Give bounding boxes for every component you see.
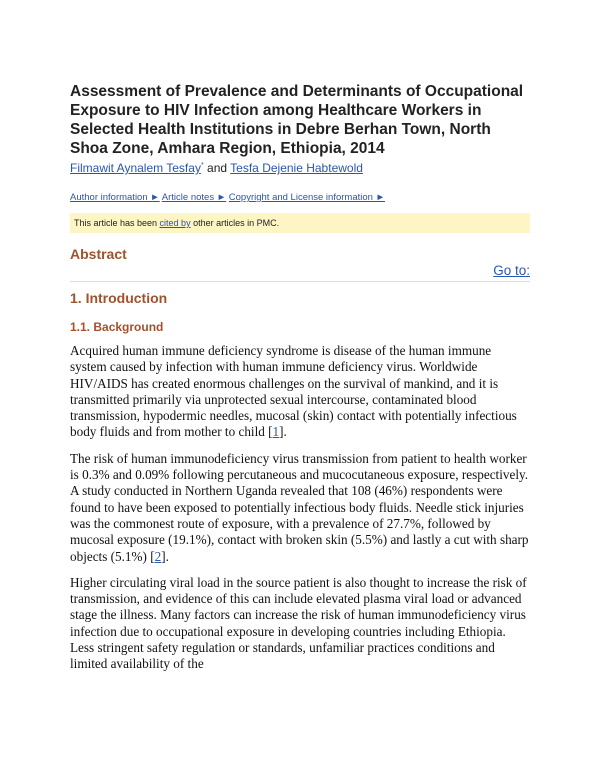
cited-by-notice [70,213,530,233]
paragraph-2-text: The risk of human immunodeficiency virus transmission from patient to health worker is 0.3% and 0.09% following percutaneous and mucocutaneous exposure, respectively. A study conducted in Northern Uganda revealed that 108 (46%) respondents were found to have been exposed to potentially infectious body fluids. Needle stick injuries was the commonest route of exposure, with a prevalence of 27.7%, followed by mucosal exposure (19.1%), contact with broken skin (5.5%) and lastly a cut with sharp objects (5.1%) [ [70,450,529,564]
goto-row [70,263,530,278]
author-link-habtewold[interactable]: Tesfa Dejenie Habtewold [230,161,363,175]
author-link-tesfay[interactable]: Filmawit Aynalem Tesfay [70,161,201,175]
abstract-heading: Abstract [70,246,127,262]
corresponding-author-mark[interactable]: * [200,162,204,169]
article-content [70,82,530,673]
author-list [70,161,530,175]
author-information-link[interactable]: Author information ► [70,192,160,203]
copyright-license-link[interactable]: Copyright and License information ► [228,192,385,203]
paragraph-2-end: ]. [161,548,169,564]
goto-link[interactable]: Go to: [493,263,530,278]
article-title: Assessment of Prevalence and Determinants of Occupational Exposure to HIV Infection among Healthcare Workers in Selected Health Institutions in Debre Berhan Town, North Shoa Zone, Amhara Region, Ethiopia, 2014 [70,83,524,157]
paragraph-1-text: Acquired human immune deficiency syndrome is disease of the human immune system caused by infection with human immune deficiency virus. Worldwide HIV/AIDS has created enormous challenges on the survival of mankind, and it is transmitted primarily via unprotected sexual intercourse, contaminated blood transmission, hypodermic needles, mucosal (skin) contact with potentially infectious body fluids and from mother to child [ [70,343,517,440]
paragraph-3 [70,575,530,673]
background-heading: 1.1. Background [70,320,164,334]
section-divider [70,281,530,282]
reference-link-1[interactable]: 1 [272,424,280,440]
paragraph-2 [70,451,530,565]
article-info-links [70,192,530,203]
paragraph-1 [70,343,530,441]
introduction-heading: 1. Introduction [70,290,168,306]
reference-link-2[interactable]: 2 [154,548,162,564]
paragraph-3-text: Higher circulating viral load in the source patient is also thought to increase the risk of transmission, and evidence of this can include elevated plasma viral load or advanced stage the illness. Many factors can increase the risk of human immunodeficiency virus infection due to occupational exposure in developing countries including Ethiopia. Less stringent safety regulation or standards, unfamiliar practices conditions and limited availability of the [70,574,527,672]
cited-prefix: This article has been [74,218,160,228]
paragraph-1-end: ]. [279,424,287,440]
author-conjunction: and [203,161,231,175]
cited-suffix: other articles in PMC. [190,218,280,228]
article-notes-link[interactable]: Article notes ► [161,192,227,203]
cited-by-link[interactable]: cited by [159,218,191,228]
